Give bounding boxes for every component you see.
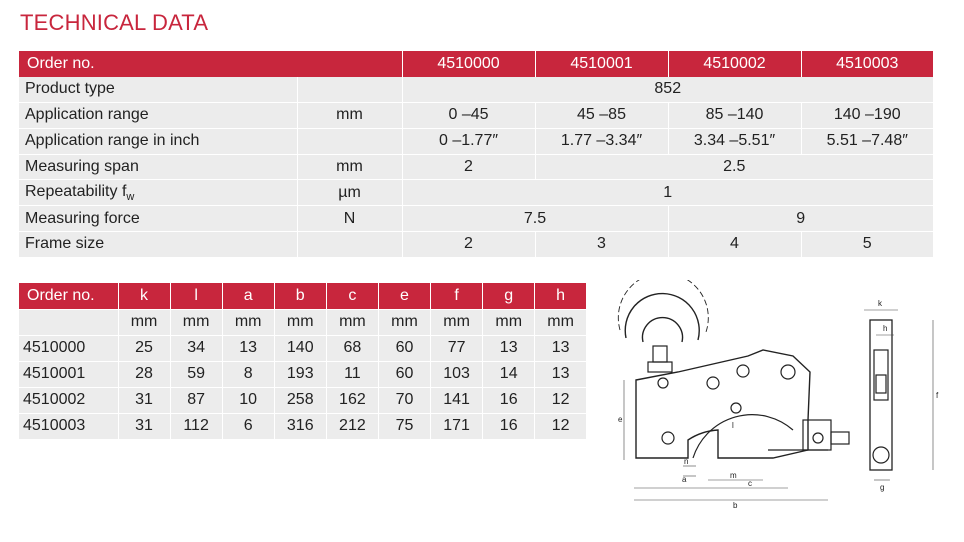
- row-label: Application range: [19, 103, 297, 129]
- unit-cell: mm: [326, 309, 378, 335]
- row-unit: µm: [297, 180, 402, 206]
- header-a: a: [222, 283, 274, 309]
- table-cell: 34: [170, 335, 222, 361]
- table-row: [19, 206, 933, 232]
- row-value: 2.5: [535, 154, 933, 180]
- table-cell: 77: [431, 335, 483, 361]
- table-header-row: [19, 283, 586, 309]
- unit-cell: mm: [170, 309, 222, 335]
- header-4510000: 4510000: [402, 51, 535, 77]
- unit-cell: mm: [274, 309, 326, 335]
- table-cell: 162: [326, 387, 378, 413]
- page-title: TECHNICAL DATA: [20, 10, 209, 35]
- table-cell: 112: [170, 413, 222, 439]
- unit-cell: mm: [483, 309, 535, 335]
- table-cell: 60: [378, 361, 430, 387]
- table-row: [19, 361, 586, 387]
- table-cell: 103: [431, 361, 483, 387]
- unit-cell: mm: [431, 309, 483, 335]
- row-unit: mm: [297, 154, 402, 180]
- row-value: 852: [402, 77, 933, 103]
- header-l: l: [170, 283, 222, 309]
- table-cell: 4510002: [19, 387, 118, 413]
- dim-label-n: n: [684, 457, 689, 466]
- header-g: g: [483, 283, 535, 309]
- dim-label-m: m: [730, 471, 737, 480]
- row-label: Product type: [19, 77, 297, 103]
- table-cell: 59: [170, 361, 222, 387]
- row-value: 1: [402, 180, 933, 206]
- table-row: [19, 103, 933, 129]
- table-cell: 25: [118, 335, 170, 361]
- table-cell: 70: [378, 387, 430, 413]
- table-cell: 212: [326, 413, 378, 439]
- row-value: 85 –140: [668, 103, 801, 129]
- table-cell: 13: [483, 335, 535, 361]
- table-cell: 11: [326, 361, 378, 387]
- dim-label-c: c: [748, 479, 752, 488]
- row-unit: [297, 232, 402, 258]
- table-cell: 31: [118, 387, 170, 413]
- table-cell: 316: [274, 413, 326, 439]
- table-cell: 16: [483, 387, 535, 413]
- table-cell: 87: [170, 387, 222, 413]
- row-value: 7.5: [402, 206, 668, 232]
- table-cell: 12: [535, 413, 586, 439]
- units-row: [19, 309, 586, 335]
- row-value: 140 –190: [801, 103, 933, 129]
- table-cell: 60: [378, 335, 430, 361]
- row-unit: [297, 128, 402, 154]
- dim-label-f: f: [936, 391, 939, 400]
- technical-data-table: [19, 51, 933, 258]
- table-cell: 140: [274, 335, 326, 361]
- header-f: f: [431, 283, 483, 309]
- dimensions-table: [19, 283, 586, 440]
- dim-label-b: b: [733, 501, 738, 510]
- row-value: 5: [801, 232, 933, 258]
- table-cell: 13: [535, 335, 586, 361]
- table-row: [19, 180, 933, 206]
- row-label: Frame size: [19, 232, 297, 258]
- unit-cell: mm: [535, 309, 586, 335]
- header-4510001: 4510001: [535, 51, 668, 77]
- table-cell: 14: [483, 361, 535, 387]
- unit-cell: mm: [222, 309, 274, 335]
- table-cell: 6: [222, 413, 274, 439]
- header-order-no: Order no.: [19, 283, 118, 309]
- dim-label-e: e: [618, 415, 623, 424]
- table-cell: 8: [222, 361, 274, 387]
- dim-label-l: l: [732, 421, 734, 430]
- header-h: h: [535, 283, 586, 309]
- header-c: c: [326, 283, 378, 309]
- table-cell: 193: [274, 361, 326, 387]
- header-k: k: [118, 283, 170, 309]
- table-cell: 16: [483, 413, 535, 439]
- technical-drawing: [598, 280, 948, 516]
- header-4510002: 4510002: [668, 51, 801, 77]
- table-cell: 68: [326, 335, 378, 361]
- dim-label-a: a: [682, 475, 687, 484]
- table-cell: 171: [431, 413, 483, 439]
- row-unit: mm: [297, 103, 402, 129]
- header-e: e: [378, 283, 430, 309]
- table-header-row: [19, 51, 933, 77]
- table-row: [19, 387, 586, 413]
- header-b: b: [274, 283, 326, 309]
- row-value: 9: [668, 206, 933, 232]
- row-label: Application range in inch: [19, 128, 297, 154]
- table-cell: 13: [535, 361, 586, 387]
- row-value: 3.34 –5.51″: [668, 128, 801, 154]
- row-value: 1.77 –3.34″: [535, 128, 668, 154]
- table-cell: 10: [222, 387, 274, 413]
- table-cell: 13: [222, 335, 274, 361]
- header-4510003: 4510003: [801, 51, 933, 77]
- table-row: [19, 154, 933, 180]
- row-value: 4: [668, 232, 801, 258]
- unit-cell: [19, 309, 118, 335]
- row-label: Measuring span: [19, 154, 297, 180]
- header-unit: [297, 51, 402, 77]
- unit-cell: mm: [378, 309, 430, 335]
- unit-cell: mm: [118, 309, 170, 335]
- table-row: [19, 335, 586, 361]
- table-cell: 141: [431, 387, 483, 413]
- table-row: [19, 77, 933, 103]
- table-cell: 258: [274, 387, 326, 413]
- row-value: 2: [402, 232, 535, 258]
- table-cell: 4510001: [19, 361, 118, 387]
- row-value: 45 –85: [535, 103, 668, 129]
- table-cell: 75: [378, 413, 430, 439]
- row-value: 2: [402, 154, 535, 180]
- table-row: [19, 128, 933, 154]
- table-cell: 31: [118, 413, 170, 439]
- dim-label-k: k: [878, 299, 882, 308]
- row-label: Repeatability $f_w$: [19, 180, 297, 206]
- table-row: [19, 232, 933, 258]
- row-value: 3: [535, 232, 668, 258]
- row-unit: N: [297, 206, 402, 232]
- dim-label-g: g: [880, 483, 885, 492]
- table-row: [19, 413, 586, 439]
- header-order-no: Order no.: [19, 51, 297, 77]
- table-cell: 12: [535, 387, 586, 413]
- table-cell: 4510000: [19, 335, 118, 361]
- row-unit: [297, 77, 402, 103]
- table-cell: 4510003: [19, 413, 118, 439]
- dim-label-h: h: [883, 324, 888, 333]
- row-value: 5.51 –7.48″: [801, 128, 933, 154]
- row-value: 0 –45: [402, 103, 535, 129]
- row-label: Measuring force: [19, 206, 297, 232]
- row-value: 0 –1.77″: [402, 128, 535, 154]
- table-cell: 28: [118, 361, 170, 387]
